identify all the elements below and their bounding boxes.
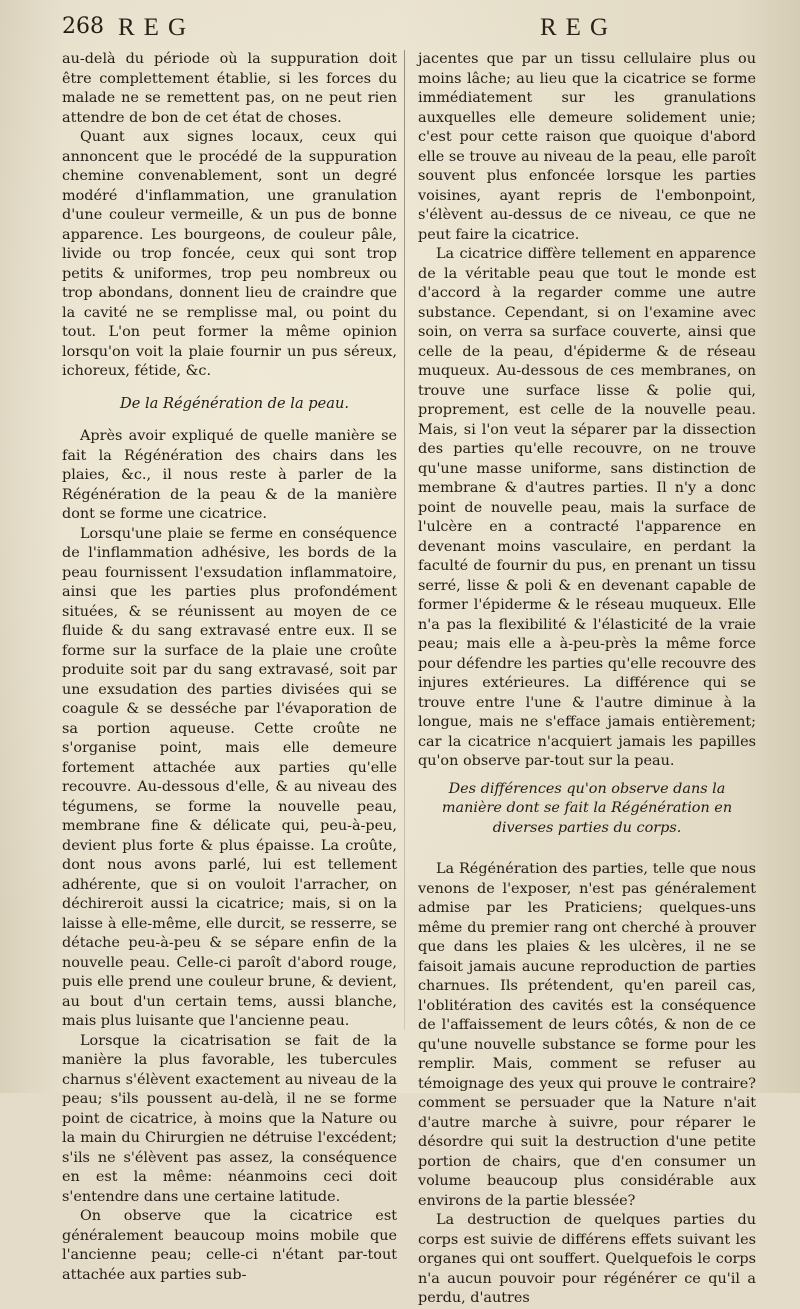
paragraph: Quant aux signes locaux, ceux qui annoncent que le procédé de la suppuration chemine convenablement, sont un degré modéré d'inflammation, une granulation d'une couleur vermeille, & un pus de bonne apparence. Les bourgeons, de couleur pâle, livide ou trop foncée, ceux qui sont trop petits & uniformes, trop peu nombreux ou trop abondans, donnent lieu de craindre que la cavité ne se remplisse mal, ou point du tout. L'on peut former la même opinion lorsqu'on voit la plaie fournir un pus séreux, ichoreux, fétide, &c. <box>62 129 397 379</box>
column-divider <box>404 50 405 1030</box>
section-heading: De la Régénération de la peau. <box>120 394 349 412</box>
right-column <box>418 50 756 1309</box>
paragraph: La destruction de quelques parties du corps est suivie de différens effets suivant les organes qui ont souffert. Quelquefois le corps n'a aucun pouvoir pour régénérer ce qu'il a perdu, d'autres <box>418 1212 756 1306</box>
left-column <box>62 50 397 1285</box>
paragraph: On observe que la cicatrice est généralement beaucoup moins mobile que l'ancienne peau; celle-ci n'étant par-tout attachée aux parties sub- <box>62 1208 397 1283</box>
paragraph: La Régénération des parties, telle que nous venons de l'exposer, n'est pas généralement admise par les Praticiens; quelques-uns même du premier rang ont cherché à prouver que dans les plaies & les ulcères, il ne se faisoit jamais aucune reproduction de parties charnues. Ils prétendent, qu'en pareil cas, l'oblitération des cavités est la conséquence de l'affaissement de leurs côtés, & non de ce qu'une nouvelle substance se forme pour les remplir. Mais, comment se refuser au témoignage des yeux qui prouve le contraire? comment se persuader que la Nature n'ait d'autre marche à suivre, pour réparer le désordre qui suit la destruction d'une petite portion de chairs, que d'en consumer un volume beaucoup plus considérable aux environs de la partie blessée? <box>418 861 756 1209</box>
running-head-right: REG <box>540 14 617 41</box>
section-heading: Des différences qu'on observe dans la manière dont se fait la Régénération en diverses parties du corps. <box>441 780 733 836</box>
running-head-left: REG <box>118 14 195 41</box>
paragraph: La cicatrice diffère tellement en apparence de la véritable peau que tout le monde est d'accord à la regarder comme une autre substance. Cependant, si on l'examine avec soin, on verra sa surface couverte, ainsi que celle de la peau, d'épiderme & de réseau muqueux. Au-dessous de ces membranes, on trouve une surface lisse & polie qui, proprement, est celle de la nouvelle peau. Mais, si l'on veut la séparer par la dissection des parties qu'elle recouvre, on ne trouve qu'une masse uniforme, sans distinction de membrane & d'autres parties. Il n'y a donc point de nouvelle peau, mais la surface de l'ulcère en a contracté l'apparence en devenant moins vasculaire, en perdant la faculté de fournir du pus, en prenant un tissu serré, lisse & poli & en devenant capable de former l'épiderme & le réseau muqueux. Elle n'a pas la flexibilité & l'élasticité de la vraie peau; mais elle a à-peu-près la même force pour défendre les parties qu'elle recouvre des injures extérieures. La différence qui se trouve entre l'une & l'autre diminue à la longue, mais ne s'efface jamais entièrement; car la cicatrice n'acquiert jamais les papilles qu'on observe par-tout sur la peau. <box>418 246 756 769</box>
paragraph: Lorsqu'une plaie se ferme en conséquence de l'inflammation adhésive, les bords de la peau fournissent l'exsudation inflammatoire, ainsi que les parties plus profondément situées, & se réunissent au moyen de ce fluide & du sang extravasé entre eux. Il se forme sur la surface de la plaie une croûte produite soit par du sang extravasé, soit par une exsudation des parties divisées qui se coagule & se desséche par l'évaporation de sa portion aqueuse. Cette croûte ne s'organise point, mais elle demeure fortement attachée aux parties qu'elle recouvre. Au-dessous d'elle, & au niveau des tégumens, se forme la nouvelle peau, membrane fine & délicate qui, peu-à-peu, devient plus forte & plus épaisse. La croûte, dont nous avons parlé, lui est tellement adhérente, que si on vouloit l'arracher, on déchireroit aussi la cicatrice; mais, si on la laisse à elle-même, elle durcit, se resserre, se détache peu-à-peu & se sépare enfin de la nouvelle peau. Celle-ci paroît d'abord rouge, puis elle prend une couleur brune, & devient, au bout d'un certain tems, aussi blanche, mais plus luisante que l'ancienne peau. <box>62 525 397 1029</box>
paragraph: au-delà du période où la suppuration doit être complettement établie, si les forces du malade ne se remettent pas, on ne peut rien attendre de bon de cet état de choses. <box>62 51 397 126</box>
paragraph: jacentes que par un tissu cellulaire plus ou moins lâche; au lieu que la cicatrice se forme immédiatement sur les granulations auxquelles elle demeure solidement unie; c'est pour cette raison que quoique d'abord elle se trouve au niveau de la peau, elle paroît souvent plus enfoncée lorsque les parties voisines, ayant repris de l'embonpoint, s'élèvent au-dessus de ce niveau, ce que ne peut faire la cicatrice. <box>418 51 756 243</box>
paragraph: Lorsque la cicatrisation se fait de la manière la plus favorable, les tubercules charnus s'élèvent exactement au niveau de la peau; s'ils poussent au-delà, il ne se forme point de cicatrice, à moins que la Nature ou la main du Chirurgien ne détruise l'excédent; s'ils ne s'élèvent pas assez, la conséquence en est la même: néanmoins ceci doit s'entendre dans une certaine latitude. <box>62 1032 397 1205</box>
paragraph: Après avoir expliqué de quelle manière se fait la Régénération des chairs dans les plaies, &c., il nous reste à parler de la Régénération de la peau & de la manière dont se forme une cicatrice. <box>62 428 397 522</box>
page-number: 268 <box>62 14 104 39</box>
